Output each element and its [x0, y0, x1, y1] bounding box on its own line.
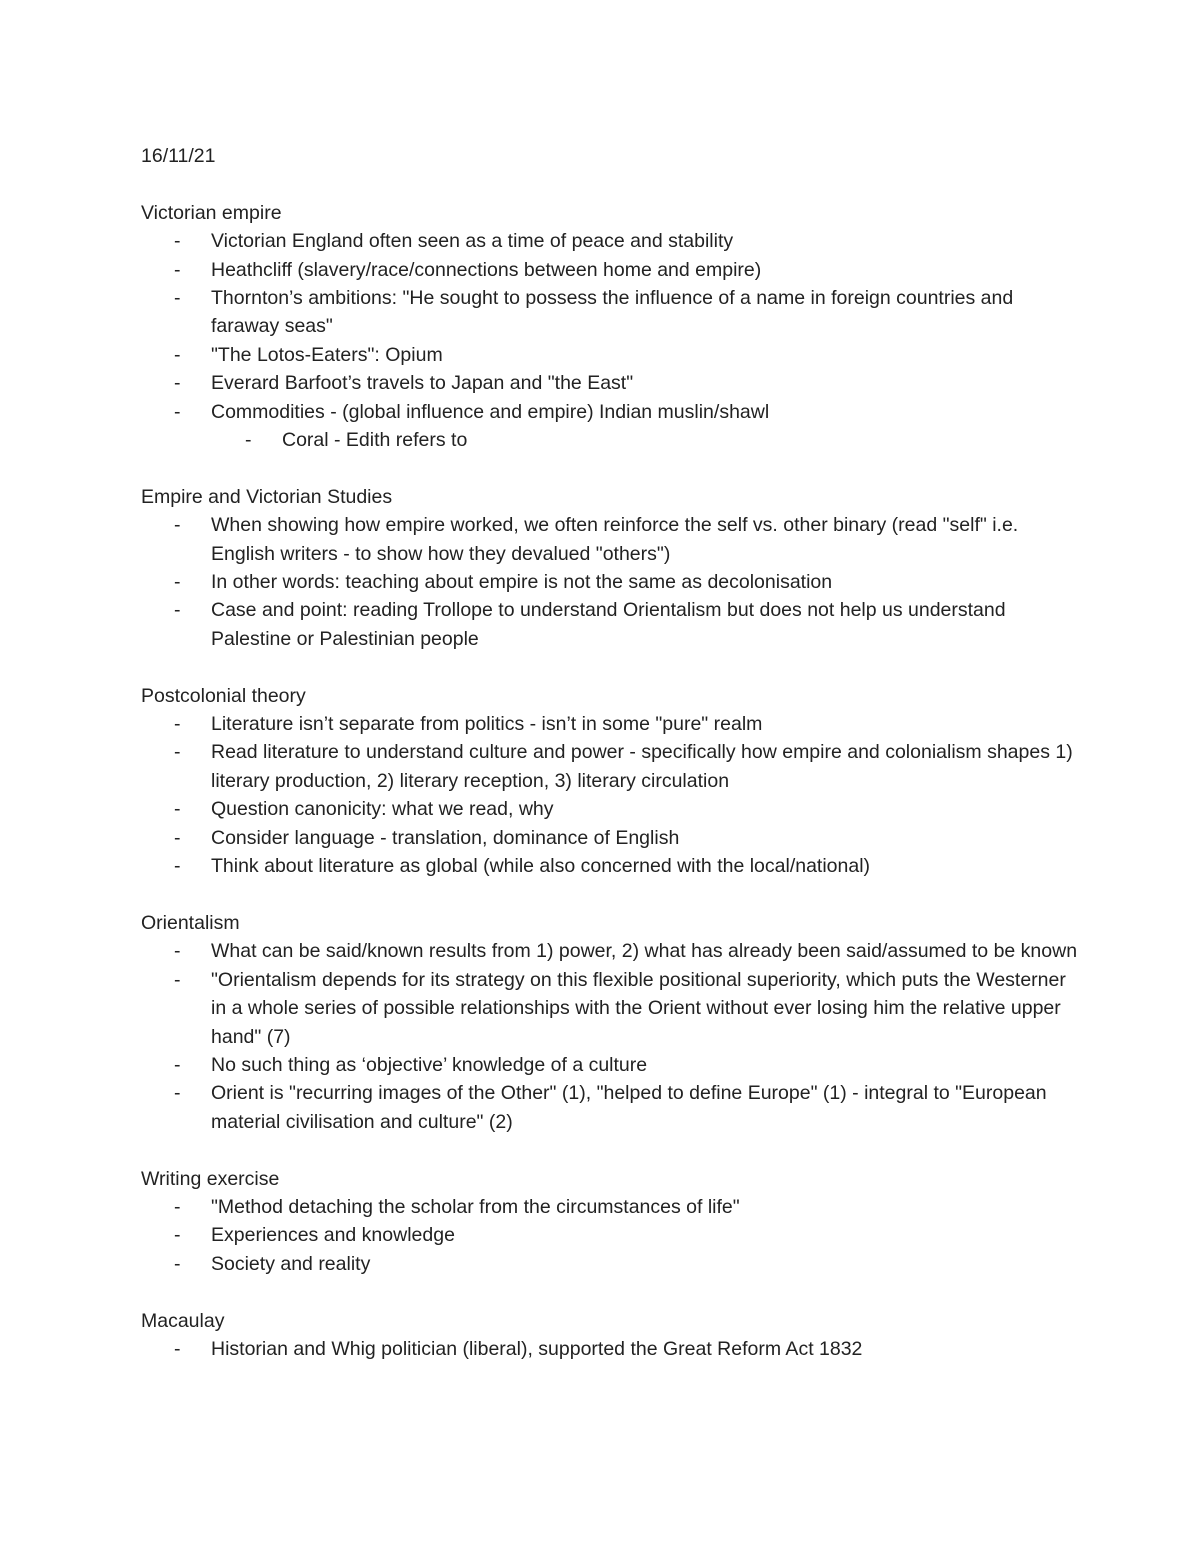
bullet-text: "Method detaching the scholar from the circumstances of life"	[211, 1195, 740, 1218]
bullet-text: Experiences and knowledge	[211, 1224, 455, 1247]
bullet-dash: -	[174, 287, 181, 310]
bullet-list	[141, 710, 1081, 880]
bullet-dash: -	[174, 713, 181, 736]
sub-bullet-item	[141, 426, 1081, 454]
bullet-dash: -	[174, 514, 181, 537]
bullet-dash: -	[174, 855, 181, 878]
bullet-item	[141, 511, 1081, 568]
bullet-text: Historian and Whig politician (liberal), supported the Great Reform Act 1832	[211, 1337, 863, 1360]
bullet-text: When showing how empire worked, we often reinforce the self vs. other binary (read "self" i.e. English writers - to show how they devalued "others")	[211, 514, 1019, 565]
bullet-item	[141, 1250, 1081, 1278]
bullet-list	[141, 937, 1081, 1136]
bullet-text: Read literature to understand culture and power - specifically how empire and colonialism shapes 1) literary production, 2) literary reception, 3) literary circulation	[211, 741, 1073, 792]
document-date: 16/11/21	[141, 145, 216, 167]
bullet-dash: -	[174, 1252, 181, 1275]
bullet-dash: -	[174, 571, 181, 594]
bullet-item	[141, 369, 1081, 397]
bullet-dash: -	[174, 230, 181, 253]
bullet-dash: -	[174, 1082, 181, 1105]
bullet-dash: -	[174, 343, 181, 366]
bullet-text: Orient is "recurring images of the Other" (1), "helped to define Europe" (1) - integral to "European material civilisation and culture" (2)	[211, 1082, 1047, 1133]
bullet-item	[141, 795, 1081, 823]
bullet-text: Society and reality	[211, 1252, 371, 1275]
section-heading: Victorian empire	[141, 201, 282, 224]
bullet-text: Heathcliff (slavery/race/connections between home and empire)	[211, 258, 762, 281]
bullet-list	[141, 227, 1081, 454]
bullet-dash: -	[174, 968, 181, 991]
bullet-item	[141, 1193, 1081, 1221]
bullet-item	[141, 1221, 1081, 1249]
bullet-text: Literature isn’t separate from politics - isn’t in some "pure" realm	[211, 713, 763, 736]
section-heading: Empire and Victorian Studies	[141, 485, 393, 508]
bullet-dash: -	[174, 1224, 181, 1247]
notes-section	[141, 483, 1081, 653]
bullet-item	[141, 568, 1081, 596]
bullet-item	[141, 852, 1081, 880]
bullet-item	[141, 596, 1081, 653]
bullet-text: What can be said/known results from 1) power, 2) what has already been said/assumed to be known	[211, 940, 1078, 963]
bullet-text: Thornton’s ambitions: "He sought to possess the influence of a name in foreign countries and faraway seas"	[211, 287, 1014, 338]
bullet-item	[141, 966, 1081, 1051]
bullet-list	[141, 511, 1081, 653]
notes-section	[141, 1165, 1081, 1279]
bullet-item	[141, 937, 1081, 965]
bullet-item	[141, 227, 1081, 255]
bullet-dash: -	[174, 741, 181, 764]
bullet-item	[141, 284, 1081, 341]
bullet-list	[141, 1193, 1081, 1278]
notes-section	[141, 199, 1081, 455]
notes-section	[141, 909, 1081, 1136]
bullet-item	[141, 341, 1081, 369]
bullet-text: Case and point: reading Trollope to understand Orientalism but does not help us understand Palestine or Palestinian people	[211, 599, 1006, 650]
bullet-item	[141, 738, 1081, 795]
bullet-text: "The Lotos-Eaters": Opium	[211, 343, 443, 366]
bullet-text: Consider language - translation, dominance of English	[211, 826, 680, 849]
bullet-dash: -	[174, 599, 181, 622]
bullet-item	[141, 398, 1081, 426]
bullet-text: No such thing as ‘objective’ knowledge of a culture	[211, 1053, 648, 1076]
bullet-text: Question canonicity: what we read, why	[211, 798, 554, 821]
bullet-dash: -	[174, 372, 181, 395]
bullet-item	[141, 1051, 1081, 1079]
bullet-dash: -	[174, 1195, 181, 1218]
bullet-dash: -	[174, 1053, 181, 1076]
section-heading: Writing exercise	[141, 1167, 280, 1190]
document-page	[141, 142, 1081, 1363]
bullet-item	[141, 1335, 1081, 1363]
bullet-dash: -	[174, 826, 181, 849]
bullet-dash: -	[174, 258, 181, 281]
bullet-text: Coral - Edith refers to	[282, 429, 468, 452]
bullet-text: Everard Barfoot’s travels to Japan and "the East"	[211, 372, 634, 395]
bullet-text: "Orientalism depends for its strategy on this flexible positional superiority, which puts the Westerner in a whole series of possible relationships with the Orient without ever losing him the relative upper hand" (7)	[211, 968, 1066, 1048]
notes-body	[141, 199, 1081, 1364]
bullet-dash: -	[174, 400, 181, 423]
section-heading: Macaulay	[141, 1309, 225, 1332]
bullet-dash: -	[174, 1337, 181, 1360]
notes-section	[141, 682, 1081, 881]
section-heading: Postcolonial theory	[141, 684, 306, 707]
bullet-item	[141, 256, 1081, 284]
bullet-item	[141, 1079, 1081, 1136]
bullet-list	[141, 1335, 1081, 1363]
section-heading: Orientalism	[141, 911, 240, 934]
bullet-item	[141, 710, 1081, 738]
bullet-text: Think about literature as global (while also concerned with the local/national)	[211, 855, 871, 878]
bullet-text: Victorian England often seen as a time of peace and stability	[211, 230, 734, 253]
bullet-dash: -	[174, 798, 181, 821]
bullet-dash: -	[174, 940, 181, 963]
bullet-item	[141, 824, 1081, 852]
bullet-text: Commodities - (global influence and empire) Indian muslin/shawl	[211, 400, 770, 423]
bullet-dash: -	[245, 429, 252, 452]
bullet-text: In other words: teaching about empire is not the same as decolonisation	[211, 571, 833, 594]
notes-section	[141, 1307, 1081, 1364]
